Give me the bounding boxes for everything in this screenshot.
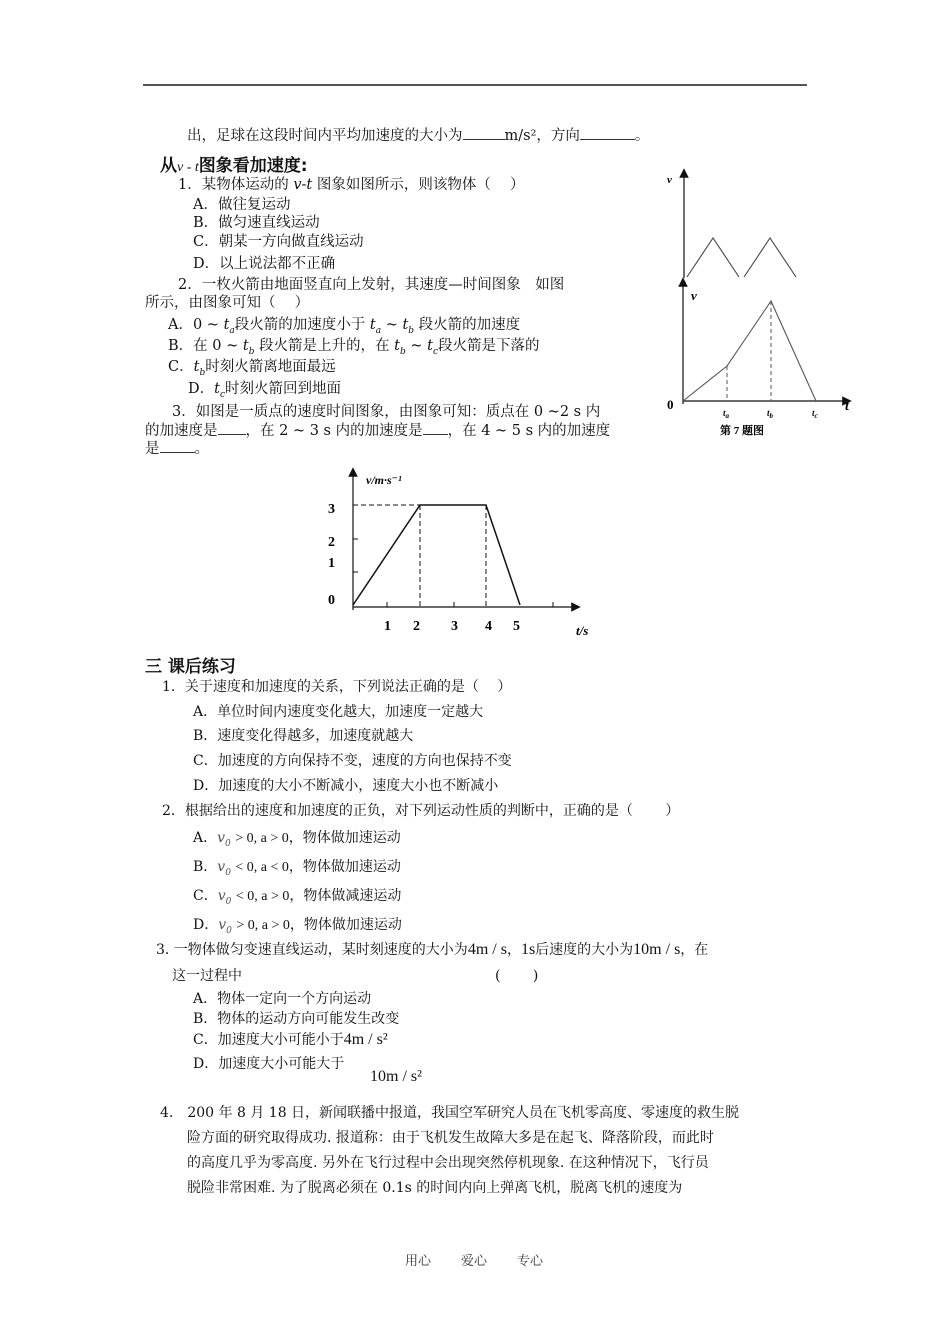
q2-option-c[interactable] <box>168 358 336 382</box>
hw1-stem: 1．关于速度和加速度的关系，下列说法正确的是（ ） <box>162 679 512 695</box>
x-axis-label: t <box>845 399 849 414</box>
text: A．0 ~ <box>168 317 224 333</box>
hw1-option-c[interactable]: C．加速度的方向保持不变，速度的方向也保持不变 <box>193 753 512 769</box>
q1-option-c[interactable]: C．朝某一方向做直线运动 <box>193 234 364 250</box>
text: C． <box>168 359 194 375</box>
heading-math: v - t <box>177 160 199 175</box>
q1-stem-math: v-t <box>293 177 313 193</box>
hw2-option-d[interactable] <box>193 916 402 940</box>
y-axis-label: v <box>691 288 697 303</box>
q1-stem <box>178 176 524 194</box>
option-label: D． <box>193 917 219 933</box>
figure-caption: 第 7 题图 <box>720 425 764 437</box>
carryover-end: 。 <box>634 128 650 144</box>
y-axis-label: v/m·s⁻¹ <box>366 473 402 487</box>
math-cond: > 0, a > 0 <box>236 918 290 933</box>
math-t: t <box>193 359 200 375</box>
text: ， <box>506 942 521 958</box>
q3-line1: 3．如图是一质点的速度时间图象，由图象可知：质点在 0 ~2 s 内 <box>172 404 601 420</box>
hw3-stem-line1 <box>156 941 708 959</box>
x-axis-label: t/s <box>576 623 589 638</box>
page-footer <box>405 1250 573 1269</box>
heading-suffix: 图象看加速度: <box>198 156 308 176</box>
text: 是 <box>145 441 160 457</box>
math-v1: 4m / s <box>467 941 507 958</box>
velocity-line <box>683 301 816 401</box>
q1-stem-a: 1．某物体运动的 <box>178 177 294 193</box>
math-cond: < 0, a > 0 <box>235 889 290 904</box>
zigzag-peak-2 <box>744 238 796 277</box>
hw2-option-c[interactable] <box>193 887 401 911</box>
option-text: ，物体做减速运动 <box>289 888 402 904</box>
text: D． <box>188 381 215 397</box>
hw2-option-a[interactable] <box>193 829 401 853</box>
math-t: t <box>427 338 433 354</box>
option-text: ，物体做加速运动 <box>288 859 401 875</box>
header-rule <box>143 84 807 86</box>
option-math: 4m / s² <box>343 1031 388 1048</box>
text: ~ <box>405 338 428 354</box>
math-t: t <box>242 338 249 354</box>
math-t: 1s <box>520 941 536 958</box>
option-text: ，物体做加速运动 <box>288 830 401 846</box>
hw1-option-a[interactable]: A．单位时间内速度变化越大，加速度一定越大 <box>193 704 484 720</box>
hw2-option-b[interactable] <box>193 858 401 882</box>
hw1-option-b[interactable]: B．速度变化得越多，加速度就越大 <box>193 728 414 744</box>
x-tick-label-5: 5 <box>513 619 520 634</box>
text: 后速度的大小为 <box>535 942 634 958</box>
hw3-option-a[interactable]: A．物体一定向一个方向运动 <box>193 991 372 1007</box>
x-tick-label-3: 3 <box>451 619 458 634</box>
math-sub: b <box>199 367 206 378</box>
hw2-stem: 2．根据给出的速度和加速度的正负，对下列运动性质的判断中，正确的是（ ） <box>162 803 680 819</box>
origin-label: 0 <box>667 397 674 412</box>
figure-rocket-vt <box>665 276 855 441</box>
math-sub: c <box>432 346 439 357</box>
x-tick-label-2: 2 <box>413 619 420 634</box>
math-v2: 10m / s <box>633 941 681 958</box>
text: ，在 2 ~ 3 s 内的加速度是 <box>245 423 423 439</box>
footer-item: 专心 <box>517 1254 544 1269</box>
velocity-line <box>353 505 520 605</box>
text: 段火箭是下落的 <box>438 338 540 354</box>
text: 段火箭的加速度小于 <box>234 317 370 333</box>
math-sub: c <box>219 389 226 400</box>
answer-blank[interactable] <box>580 127 635 140</box>
y-tick-label-1: 1 <box>328 556 335 571</box>
answer-blank[interactable] <box>423 422 448 435</box>
q3-line3 <box>145 440 209 458</box>
math-sub: b <box>400 346 406 357</box>
hw3-option-b[interactable]: B．物体的运动方向可能发生改变 <box>193 1011 400 1027</box>
carryover-text: 出，足球在这段时间内平均加速度的大小为 <box>187 128 463 144</box>
math-v0: $v_0$ <box>217 888 232 907</box>
math-t: t <box>214 381 220 397</box>
text: 时刻火箭离地面最远 <box>205 359 336 375</box>
q3-line2 <box>145 422 610 440</box>
q2-option-d[interactable] <box>188 380 341 404</box>
math-sub: b <box>408 325 415 336</box>
option-text: C．加速度大小可能小于 <box>193 1032 344 1048</box>
section-heading-homework: 三 课后练习 <box>145 657 236 677</box>
hw3-stem-line2: 这一过程中 <box>172 968 242 984</box>
y-tick-label-2: 2 <box>328 535 335 550</box>
hw1-option-d[interactable]: D．加速度的大小不断减小，速度大小也不断减小 <box>193 778 499 794</box>
q1-option-a[interactable]: A．做往复运动 <box>193 197 291 213</box>
y-tick-label-3: 3 <box>328 502 335 517</box>
carryover-unit: m/s²，方向 <box>504 128 580 144</box>
answer-blank[interactable] <box>463 127 505 140</box>
text: 的加速度是 <box>145 423 218 439</box>
option-label: A． <box>193 830 218 846</box>
footer-item: 爱心 <box>461 1254 488 1269</box>
tick-tb: $t_b$ <box>767 408 774 420</box>
math-t: t <box>402 317 409 333</box>
text: ，在 <box>680 942 709 958</box>
heading-prefix: 从 <box>160 156 177 176</box>
q1-option-b[interactable]: B．做匀速直线运动 <box>193 215 320 231</box>
text: ~ <box>381 317 403 333</box>
hw3-option-c[interactable] <box>193 1031 388 1049</box>
x-tick-label-1: 1 <box>384 619 391 634</box>
tick-ta: $t_a$ <box>723 408 730 420</box>
carryover-line <box>187 127 649 145</box>
x-tick-label-4: 4 <box>485 619 492 634</box>
tick-tc: $t_c$ <box>812 408 818 420</box>
math-sub: a <box>375 325 382 336</box>
text: 。 <box>194 441 209 457</box>
figure-zigzag-vt <box>660 165 810 280</box>
math-v0: $v_0$ <box>218 917 232 936</box>
hw3-option-d[interactable] <box>193 1055 344 1073</box>
option-label: C． <box>193 888 218 904</box>
answer-blank[interactable] <box>218 422 246 435</box>
answer-blank[interactable] <box>160 440 195 453</box>
math-t: t <box>369 317 376 333</box>
q2-stem-line2: 所示，由图象可知（ ） <box>145 295 310 311</box>
footer-item: 用心 <box>405 1254 432 1269</box>
math-cond: < 0, a < 0 <box>235 860 289 875</box>
hw3-answer-paren[interactable]: ( ) <box>495 968 539 984</box>
option-text: D．加速度大小可能大于 <box>193 1056 345 1072</box>
math-v0: $v_0$ <box>217 859 231 878</box>
hw4-line-3: 的高度几乎为零高度. 另外在飞行过程中会出现突然停机现象. 在这种情况下，飞行员 <box>187 1155 709 1171</box>
text: 段火箭的加速度 <box>414 317 521 333</box>
math-sub: b <box>248 346 255 357</box>
zigzag-peak-1 <box>687 238 739 277</box>
y-tick-label-0: 0 <box>328 593 335 608</box>
figure-trapezoid-vt <box>320 462 610 642</box>
y-axis-label: v <box>667 174 672 186</box>
hw4-line-4: 脱险非常困难. 为了脱离必须在 0.1s 的时间内向上弹离飞机，脱离飞机的速度为 <box>187 1180 683 1196</box>
hw4-line-2: 险方面的研究取得成功. 报道称：由于飞机发生故障大多是在起飞、降落阶段，而此时 <box>187 1130 714 1146</box>
option-label: B． <box>193 859 218 875</box>
q2-stem-line1: 2．一枚火箭由地面竖直向上发射，其速度—时间图象 如图 <box>178 277 565 293</box>
math-sub: a <box>229 325 235 336</box>
q1-stem-b: 图象如图所示，则该物体（ ） <box>312 177 525 193</box>
hw4-line-1: 4. 200 年 8 月 18 日，新闻联播中报道，我国空军研究人员在飞机零高度、零速度的救生脱 <box>160 1105 740 1121</box>
q1-option-d[interactable]: D．以上说法都不正确 <box>193 256 336 272</box>
section-heading-vt <box>160 151 308 176</box>
math-cond: > 0, a > 0 <box>235 831 289 846</box>
text: B．在 0 ~ <box>168 338 243 354</box>
text: 段火箭是上升的，在 <box>254 338 395 354</box>
option-text: ，物体做加速运动 <box>289 917 402 933</box>
text: ，在 4 ~ 5 s 内的加速度 <box>447 423 611 439</box>
text: 3. 一物体做匀变速直线运动，某时刻速度的大小为 <box>156 942 468 958</box>
math-v0: $v_0$ <box>217 830 231 849</box>
math-t: t <box>223 317 230 333</box>
math-t: t <box>394 338 400 354</box>
text: 时刻火箭回到地面 <box>225 381 342 397</box>
hw3-option-d-math: 10m / s² <box>370 1068 422 1085</box>
